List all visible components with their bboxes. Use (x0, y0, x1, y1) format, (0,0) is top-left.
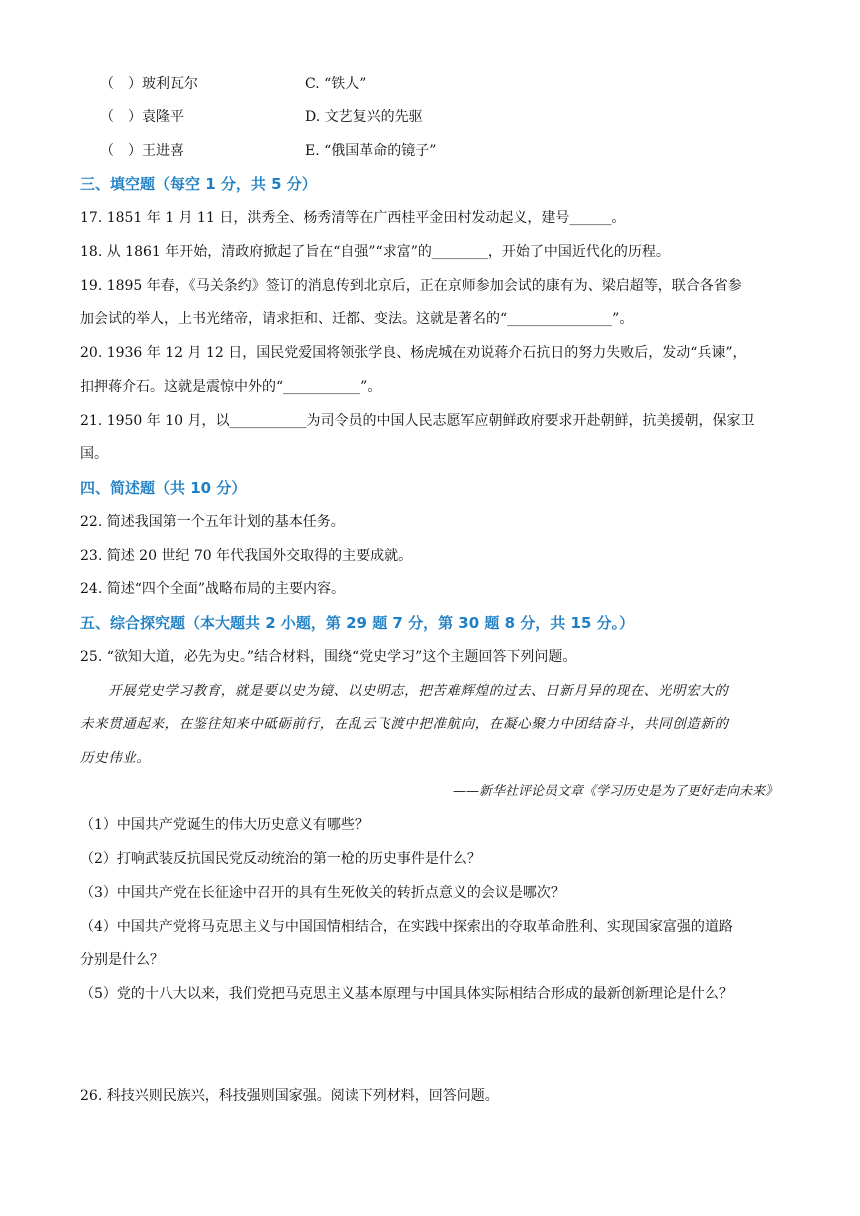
sub-question-3: （3）中国共产党在长征途中召开的具有生死攸关的转折点意义的会议是哪次？ (80, 885, 565, 901)
matching-left: （ ）玻利瓦尔 (100, 76, 198, 92)
section-heading: 三、填空题（每空 1 分，共 5 分） (80, 175, 317, 193)
matching-right: E. “俄国革命的镜子” (305, 143, 437, 159)
question-19-line1: 19. 1895 年春，《马关条约》签订的消息传到北京后，正在京师参加会试的康有为、梁启超等，联合各省参 (80, 278, 742, 294)
question-19-line2: 加会试的举人，上书光绪帝，请求拒和、迁都、变法。这就是著名的“_______________”。 (80, 311, 634, 327)
question-18: 18. 从 1861 年开始，清政府掀起了旨在“自强”“求富”的________，开始了中国近代化的历程。 (80, 244, 670, 260)
matching-right: D. 文艺复兴的先驱 (305, 109, 423, 125)
question-26: 26. 科技兴则民族兴，科技强则国家强。阅读下列材料，回答问题。 (80, 1088, 499, 1104)
sub-question-5: （5）党的十八大以来，我们党把马克思主义基本原理与中国具体实际相结合形成的最新创新理论是什么？ (80, 986, 733, 1002)
question-17: 17. 1851 年 1 月 11 日，洪秀全、杨秀清等在广西桂平金田村发动起义，建号______。 (80, 210, 626, 226)
sub-question-2: （2）打响武装反抗国民党反动统治的第一枪的历史事件是什么？ (80, 851, 481, 867)
question-22: 22. 简述我国第一个五年计划的基本任务。 (80, 514, 345, 530)
material-source: ——新华社评论员文章《学习历史是为了更好走向未来》 (452, 784, 778, 799)
question-20-line2: 扣押蒋介石。这就是震惊中外的“___________”。 (80, 379, 382, 395)
matching-right: C. “铁人” (305, 76, 367, 92)
material-line: 开展党史学习教育，就是要以史为镜、以史明志，把苦难辉煌的过去、日新月异的现在、光明宏大的 (108, 683, 729, 699)
matching-left: （ ）袁隆平 (100, 109, 184, 125)
matching-row (0, 141, 860, 161)
question-20-line1: 20. 1936 年 12 月 12 日，国民党爱国将领张学良、杨虎城在劝说蒋介石抗日的努力失败后，发动“兵谏”， (80, 345, 747, 361)
section-heading: 四、简述题（共 10 分） (80, 479, 247, 497)
question-23: 23. 简述 20 世纪 70 年代我国外交取得的主要成就。 (80, 548, 413, 564)
question-24: 24. 简述“四个全面”战略布局的主要内容。 (80, 581, 346, 597)
section-heading: 五、综合探究题（本大题共 2 小题，第 29 题 7 分，第 30 题 8 分，共 15 分。） (80, 614, 635, 632)
matching-row (0, 107, 860, 127)
sub-question-1: （1）中国共产党诞生的伟大历史意义有哪些？ (80, 817, 369, 833)
sub-question-4-line2: 分别是什么？ (80, 952, 164, 968)
question-25: 25. “欲知大道，必先为史。”结合材料，围绕“党史学习”这个主题回答下列问题。 (80, 649, 577, 665)
matching-row (0, 74, 860, 94)
matching-left: （ ）王进喜 (100, 143, 184, 159)
question-21-line2: 国。 (80, 446, 108, 462)
material-line: 历史伟业。 (80, 750, 151, 766)
sub-question-4-line1: （4）中国共产党将马克思主义与中国国情相结合，在实践中探索出的夺取革命胜利、实现国家富强的道路 (80, 919, 733, 935)
question-21-line1: 21. 1950 年 10 月，以___________为司令员的中国人民志愿军应朝鲜政府要求开赴朝鲜，抗美援朝，保家卫 (80, 413, 755, 429)
material-line: 未来贯通起来，在鉴往知来中砥砺前行，在乱云飞渡中把准航向，在凝心聚力中团结奋斗，共同创造新的 (80, 716, 729, 732)
